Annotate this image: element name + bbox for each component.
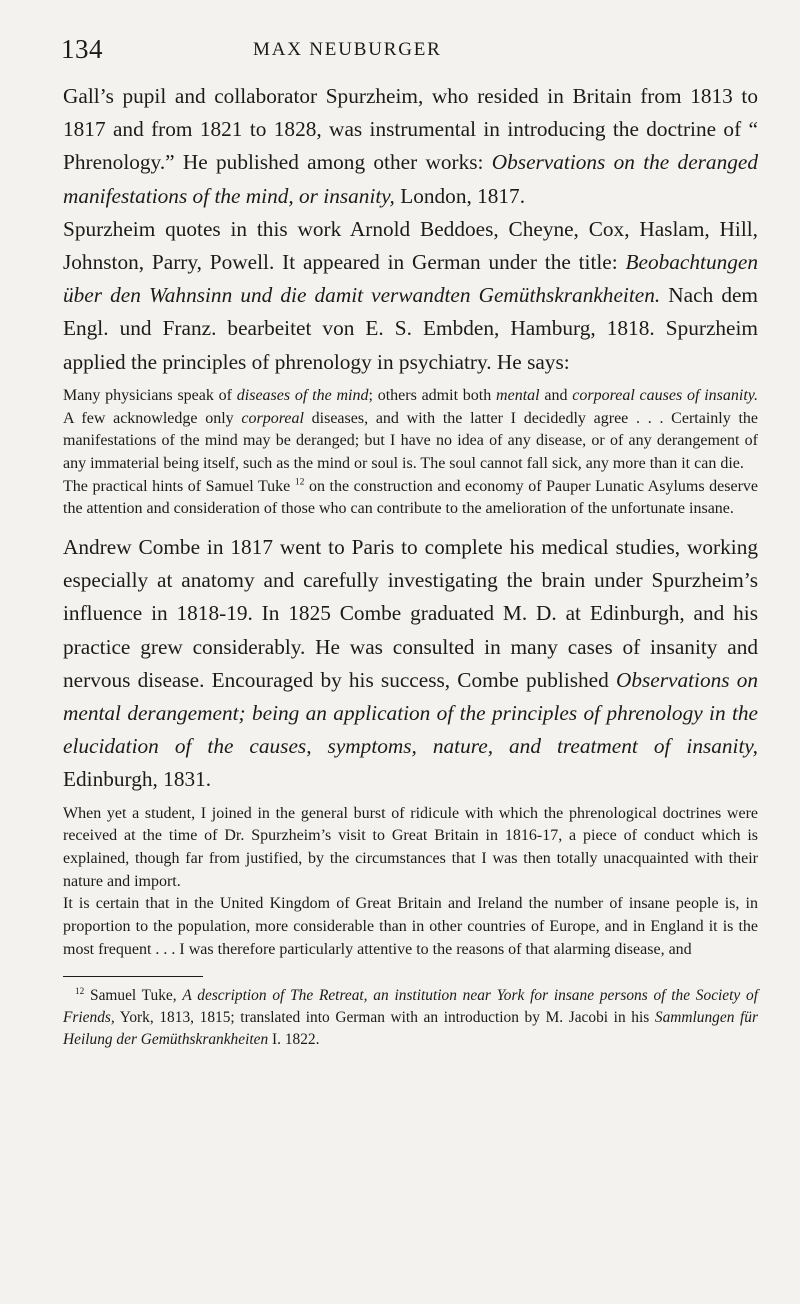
paragraph-combe — [63, 531, 758, 797]
text: diseases, and with the latter I decidedly agree . . . Certainly the manifestations of the mind may be deranged; but I have no idea of any disease, or of any derangement of any immaterial being itself, such as the mind or soul is. The soul cannot fall sick, any more than it can die. — [63, 409, 758, 472]
book-title: Beobachtungen über den Wahnsinn und die damit verwandten Gemüthskrankheiten. — [63, 250, 758, 308]
paragraph-spurzheim-quotes — [63, 213, 758, 379]
page-body — [63, 80, 758, 1051]
text: Spurzheim quotes in this work Arnold Beddoes, Cheyne, Cox, Haslam, Hill, Johnston, Parry, Powell. It appeared in German under the title: — [63, 216, 758, 275]
emphasis: mental — [496, 386, 540, 404]
quote-spurzheim — [63, 385, 758, 476]
text: Nach dem Engl. und Franz. bearbeitet von E. S. Embden, Hamburg, 1818. Spurzheim applied the principles of phrenology in psychiatry. He says: — [63, 283, 758, 374]
text: A few acknowledge only — [63, 409, 242, 427]
text: Gall’s pupil and collaborator Spurzheim, who resided in Britain from 1813 to 1817 and from 1821 to 1828, was instrumental in introducing the doctrine of “ Phrenology.” He published among other works: — [63, 84, 758, 175]
page-header — [63, 34, 758, 64]
emphasis: corporeal — [241, 409, 304, 427]
footnote-ref: 12 — [294, 476, 305, 488]
text: on the construction and economy of Pauper Lunatic Asylums deserve the attention and consideration of those who can contribute to the amelioration of the unfortunate insane. — [63, 477, 759, 518]
book-title: A description of The Retreat, an institution near York for insane persons of the Society of Friends, — [63, 986, 758, 1026]
text: London, 1817. — [394, 183, 526, 208]
text: and — [539, 386, 573, 404]
paragraph-spurzheim-intro — [63, 80, 758, 213]
text: Samuel Tuke, — [84, 986, 183, 1004]
quote-combe-insanity: It is certain that in the United Kingdom of Great Britain and Ireland the number of insane people is, in proportion to the population, more considerable than in other countries of Europe, and in England it is the most frequent . . . I was therefore particularly attentive to the reasons of that alarming disease, and — [63, 895, 758, 958]
book-title: Observations on the deranged manifestations of the mind, or insanity, — [63, 150, 758, 208]
page-number: 134 — [61, 34, 103, 64]
emphasis: diseases of the mind — [236, 386, 369, 404]
text: I. 1822. — [268, 1030, 320, 1048]
quote-combe-student: When yet a student, I joined in the general burst of ridicule with which the phrenological doctrines were received at the time of Dr. Spurzheim’s visit to Great Britain in 1816-17, a piece of conduct which is explained, though far from justified, by the circumstances that I was then totally unacquainted with their nature and import. — [63, 804, 758, 890]
text: The practical hints of Samuel Tuke — [63, 477, 295, 495]
book-page — [63, 0, 758, 1304]
book-title: Observations on mental derangement; being an application of the principles of phrenology in the elucidation of the causes, symptoms, nature, and treatment of insanity, — [63, 667, 758, 759]
footnote — [63, 985, 758, 1051]
text: Edinburgh, 1831. — [63, 767, 212, 792]
emphasis: corporeal causes of insanity. — [572, 386, 759, 404]
quote-tuke — [63, 476, 758, 521]
book-title: Sammlungen für Heilung der Gemüthskrankheiten — [63, 1008, 758, 1048]
text: York, 1813, 1815; translated into German with an introduction by M. Jacobi in his — [114, 1008, 655, 1026]
text: Many physicians speak of — [63, 386, 237, 404]
running-head: MAX NEUBURGER — [253, 39, 442, 60]
footnote-number: 12 — [75, 985, 85, 996]
footnote-rule — [63, 976, 203, 977]
text: ; others admit both — [368, 386, 497, 404]
text: Andrew Combe in 1817 went to Paris to complete his medical studies, working especially at anatomy and carefully investigating the brain under Spurzheim’s influence in 1818-19. In 1825 Combe graduated M. D. at Edinburgh, and his practice grew considerably. He was consulted in many cases of insanity and nervous disease. Encouraged by his success, Combe published — [63, 535, 758, 692]
